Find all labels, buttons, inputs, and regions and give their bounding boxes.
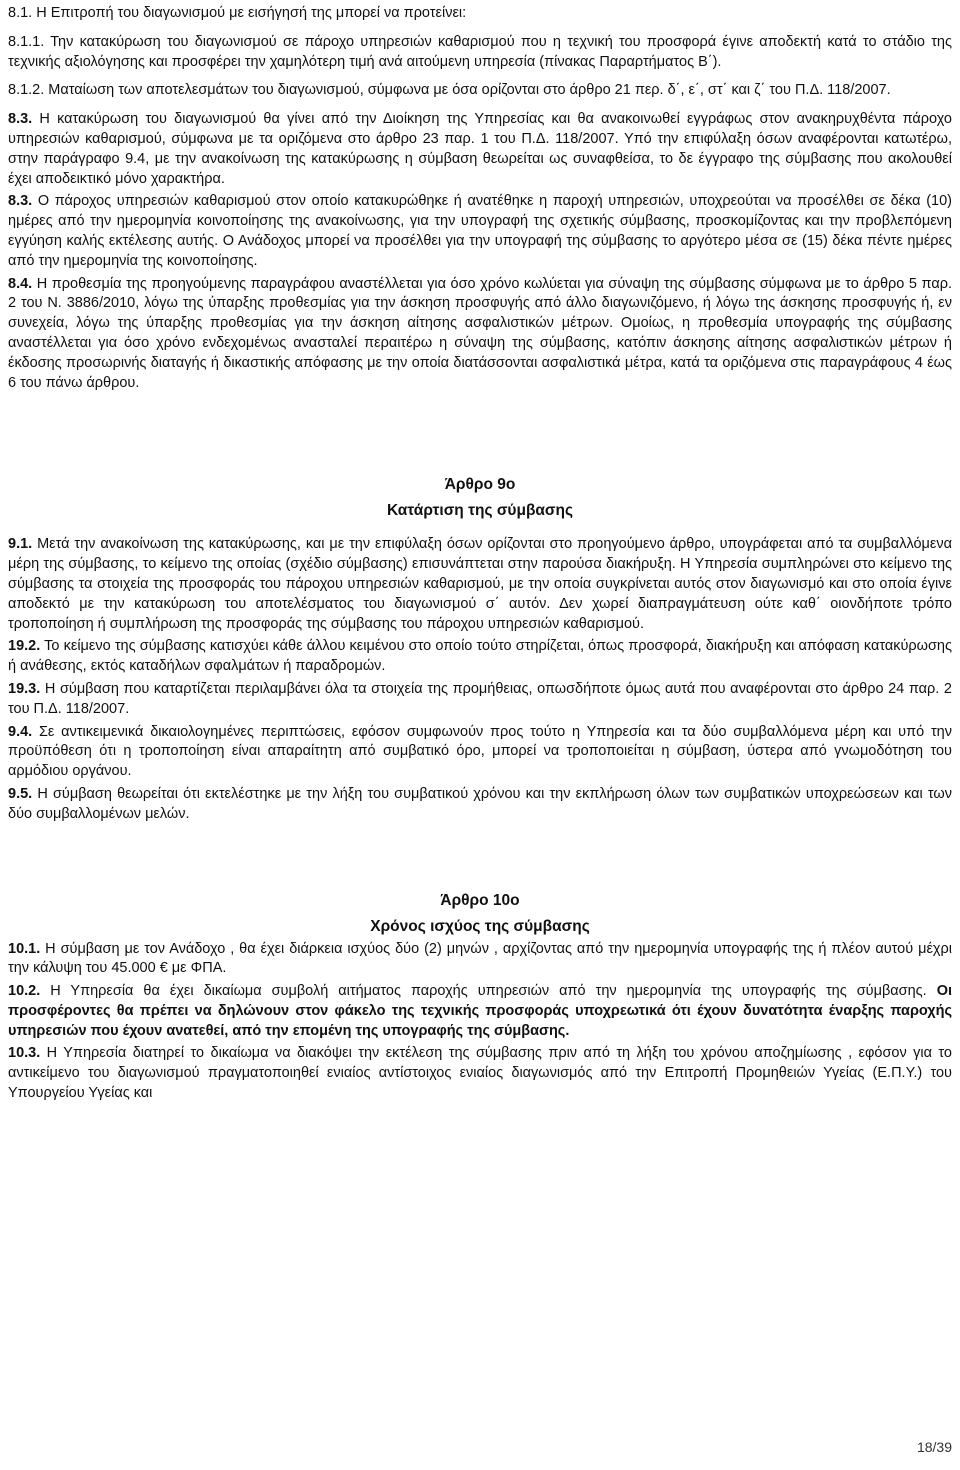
article-10-title: Άρθρο 10ο: [440, 891, 520, 909]
paragraph-text: Η Υπηρεσία διατηρεί το δικαίωμα να διακόψει την εκτέλεση της σύμβασης πριν από τη λήξη του χρόνου αποζημίωσης , εφόσον για το αντικείμενο του διαγωνισμού πραγματοποιηθεί ενιαίος αντίστοιχος ενιαίος διαγωνισμός από την Επιτροπή Προμηθειών Υγείας (Ε.Π.Υ.) του Υπουργείου Υγείας και: [8, 1045, 952, 1102]
paragraph-8-1-2: [8, 81, 952, 101]
paragraph-text: 8.1.1. Την κατακύρωση του διαγωνισμού σε πάροχο υπηρεσιών καθαρισμού που η τεχνική του προσφορά έγινε αποδεκτή κατά το στάδιο της τεχνικής αξιολόγησης και προσφέρει την χαμηλότερη τιμή ανά αιτούμενη υπηρεσία (πίνακας Παραρτήματος Β΄).: [8, 33, 952, 70]
paragraph-number: 10.3.: [8, 1045, 41, 1062]
paragraph-number: 8.4.: [8, 275, 33, 292]
paragraph-text: Η σύμβαση που καταρτίζεται περιλαμβάνει όλα τα στοιχεία της προμήθειας, οπωσδήποτε όμως αυτά που αναφέρονται στο άρθρο 24 παρ. 2 του Π.Δ. 118/2007.: [8, 680, 952, 717]
paragraph-9-4: [8, 723, 952, 782]
paragraph-8-1: [8, 4, 952, 24]
paragraph-number: 9.5.: [8, 785, 33, 802]
paragraph-10-1: [8, 940, 952, 980]
paragraph-text: Η σύμβαση θεωρείται ότι εκτελέστηκε με την λήξη του συμβατικού χρόνου και την εκπλήρωση όλων των συμβατικών υποχρεώσεων και των δύο συμβαλλομένων μελών.: [8, 785, 952, 822]
paragraph-text: 8.1. Η Επιτροπή του διαγωνισμού με εισήγησή της μπορεί να προτείνει:: [8, 5, 467, 21]
page-number: 18/39: [916, 1439, 952, 1455]
paragraph-9-5: [8, 785, 952, 825]
paragraph-text: Η κατακύρωση του διαγωνισμού θα γίνει από την Διοίκηση της Υπηρεσίας και θα ανακοινωθεί εγγράφως στον ανακηρυχθέντα πάροχο υπηρεσιών καθαρισμού, σύμφωνα με τα οριζόμενα στο άρθρο 23 παρ. 1 του Π.Δ. 118/2007. Υπό την επιφύλαξη όσων αναφέρονται κατωτέρω, στην παράγραφο 9.4, με την ανακοίνωση της κατακύρωσης η σύμβαση θεωρείται ως συναφθείσα, το δε έγγραφο της σύμβασης που ακολουθεί έχει αποδεικτικό μόνο χαρακτήρα.: [8, 111, 952, 187]
paragraph-number: 19.2.: [8, 638, 41, 655]
paragraph-bold-text: Οι προσφέροντες θα πρέπει να δηλώνουν στον φάκελο της τεχνικής προσφοράς υποχρεωτικά ότι έχουν δυνατότητα έναρξης παροχής υπηρεσιών που έχουν ανατεθεί, από την επομένη της υπογραφής της σύμβασης.: [8, 983, 952, 1039]
document-page: [8, 0, 952, 1104]
paragraph-text: Το κείμενο της σύμβασης κατισχύει κάθε άλλου κειμένου στο οποίο τούτο στηρίζεται, όπως προσφορά, διακήρυξη και απόφαση κατακύρωσης ή ανάθεσης, εκτός καταδήλων σφαλμάτων ή παραδρομών.: [8, 638, 952, 675]
paragraph-8-3-b: [8, 192, 952, 271]
paragraph-text: 8.1.2. Ματαίωση των αποτελεσμάτων του διαγωνισμού, σύμφωνα με όσα ορίζονται στο άρθρο 21 περ. δ΄, ε΄, στ΄ και ζ΄ του Π.Δ. 118/2007.: [8, 82, 891, 99]
paragraph-number: 19.3.: [8, 680, 41, 697]
paragraph-number: 8.3.: [8, 111, 33, 128]
paragraph-number: 9.1.: [8, 536, 33, 553]
article-9-subtitle: Κατάρτιση της σύμβασης: [386, 502, 574, 520]
paragraph-9-1: [8, 535, 952, 634]
paragraph-19-3: [8, 680, 952, 720]
paragraph-text: Μετά την ανακοίνωση της κατακύρωσης, και με την επιφύλαξη όσων ορίζονται στο προηγούμενο άρθρο, υπογράφεται από τα συμβαλλόμενα μέρη της σύμβασης, το κείμενο της οποίας (σχέδιο σύμβασης) επισυνάπτεται στην παρούσα διακήρυξη. Η Υπηρεσία συμπληρώνει στο κείμενο της σύμβασης τα στοιχεία της προσφοράς του πάροχου υπηρεσιών καθαρισμού, με την οποία συγκρίνεται αυτός στον διαγωνισμό και στο οποία έγινε αποδεκτό με την κατακύρωση του αποτελέσματος του διαγωνισμού σ΄ αυτόν. Δεν χωρεί διαπραγμάτευση ούτε καθ΄ οιονδήποτε τρόπο τροποποίηση ή συμπλήρωση της προσφοράς της σύμβασης του πάροχου υπηρεσιών καθαρισμού.: [8, 536, 952, 632]
article-10-subtitle: Χρόνος ισχύος της σύμβασης: [370, 917, 590, 935]
paragraph-number: 9.4.: [8, 723, 33, 740]
paragraph-10-3: [8, 1044, 952, 1103]
paragraph-10-2: [8, 982, 952, 1041]
article-9-title: Άρθρο 9ο: [444, 476, 516, 494]
paragraph-8-4: [8, 275, 952, 394]
paragraph-number: 8.3.: [8, 193, 33, 210]
paragraph-8-1-1: [8, 33, 952, 73]
paragraph-text: Σε αντικειμενικά δικαιολογημένες περιπτώσεις, εφόσον συμφωνούν προς τούτο η Υπηρεσία και τα δύο συμβαλλόμενα μέρη και υπό την προϋπόθεση ότι η τροποποίηση είναι απαραίτητη από συμβατικό όρο, μπορεί να τροποποιείται η σύμβαση, ύστερα από γνωμοδότηση του αρμόδιου οργάνου.: [8, 723, 952, 780]
paragraph-text: Ο πάροχος υπηρεσιών καθαρισμού στον οποίο κατακυρώθηκε ή ανατέθηκε η παροχή υπηρεσιών, υποχρεούται να προσέλθει σε δέκα (10) ημέρες από την ημερομηνία κοινοποίησης της ανακοίνωσης, για την υπογραφή της σχετικής σύμβασης, προσκομίζοντας και την προβλεπόμενη εγγύηση καλής εκτέλεσης αυτής. Ο Ανάδοχος μπορεί να προσέλθει για την υπογραφή της σύμβασης το αργότερο μέσα σε (15) δέκα πέντε ημέρες από την ημερομηνία της κοινοποίησης.: [8, 193, 952, 269]
paragraph-number: 10.1.: [8, 940, 41, 957]
paragraph-number: 10.2.: [8, 983, 41, 1000]
paragraph-text: Η προθεσμία της προηγούμενης παραγράφου αναστέλλεται για όσο χρόνο κωλύεται για σύναψη της σύμβασης σύμφωνα με το άρθρο 5 παρ. 2 του Ν. 3886/2010, λόγω της ύπαρξης προθεσμίας για την άσκηση προσφυγής από άλλο διαγωνιζόμενο, ή λόγω της άσκησης προσφυγής ή, εν συνεχεία, λόγω της ύπαρξης προθεσμίας για την άσκηση αίτησης ασφαλιστικών μέτρων. Ομοίως, η προθεσμία υπογραφής της σύμβασης αναστέλλεται για όσο χρόνο ενδεχομένως ανασταλεί περαιτέρω η σύναψη της σύμβασης, κατόπιν άσκησης αίτησης ασφαλιστικών μέτρων ή έκδοσης προσωρινής διαταγής ή δικαστικής απόφασης με την οποία διατάσσονται ασφαλιστικά μέτρα, κατά τα οριζόμενα στις παραγράφους 4 έως 6 του πάνω άρθρου.: [8, 275, 952, 391]
paragraph-8-3-a: [8, 110, 952, 189]
paragraph-text: Η Υπηρεσία θα έχει δικαίωμα συμβολή αιτήματος παροχής υπηρεσιών από την ημερομηνία της υπογραφής της σύμβασης.: [40, 983, 937, 1000]
paragraph-text: Η σύμβαση με τον Ανάδοχο , θα έχει διάρκεια ισχύος δύο (2) μηνών , αρχίζοντας από την ημερομηνία υπογραφής της ή πλέον αυτού μέχρι την κάλυψη του 45.000 € με ΦΠΑ.: [8, 940, 952, 977]
paragraph-19-2: [8, 637, 952, 677]
